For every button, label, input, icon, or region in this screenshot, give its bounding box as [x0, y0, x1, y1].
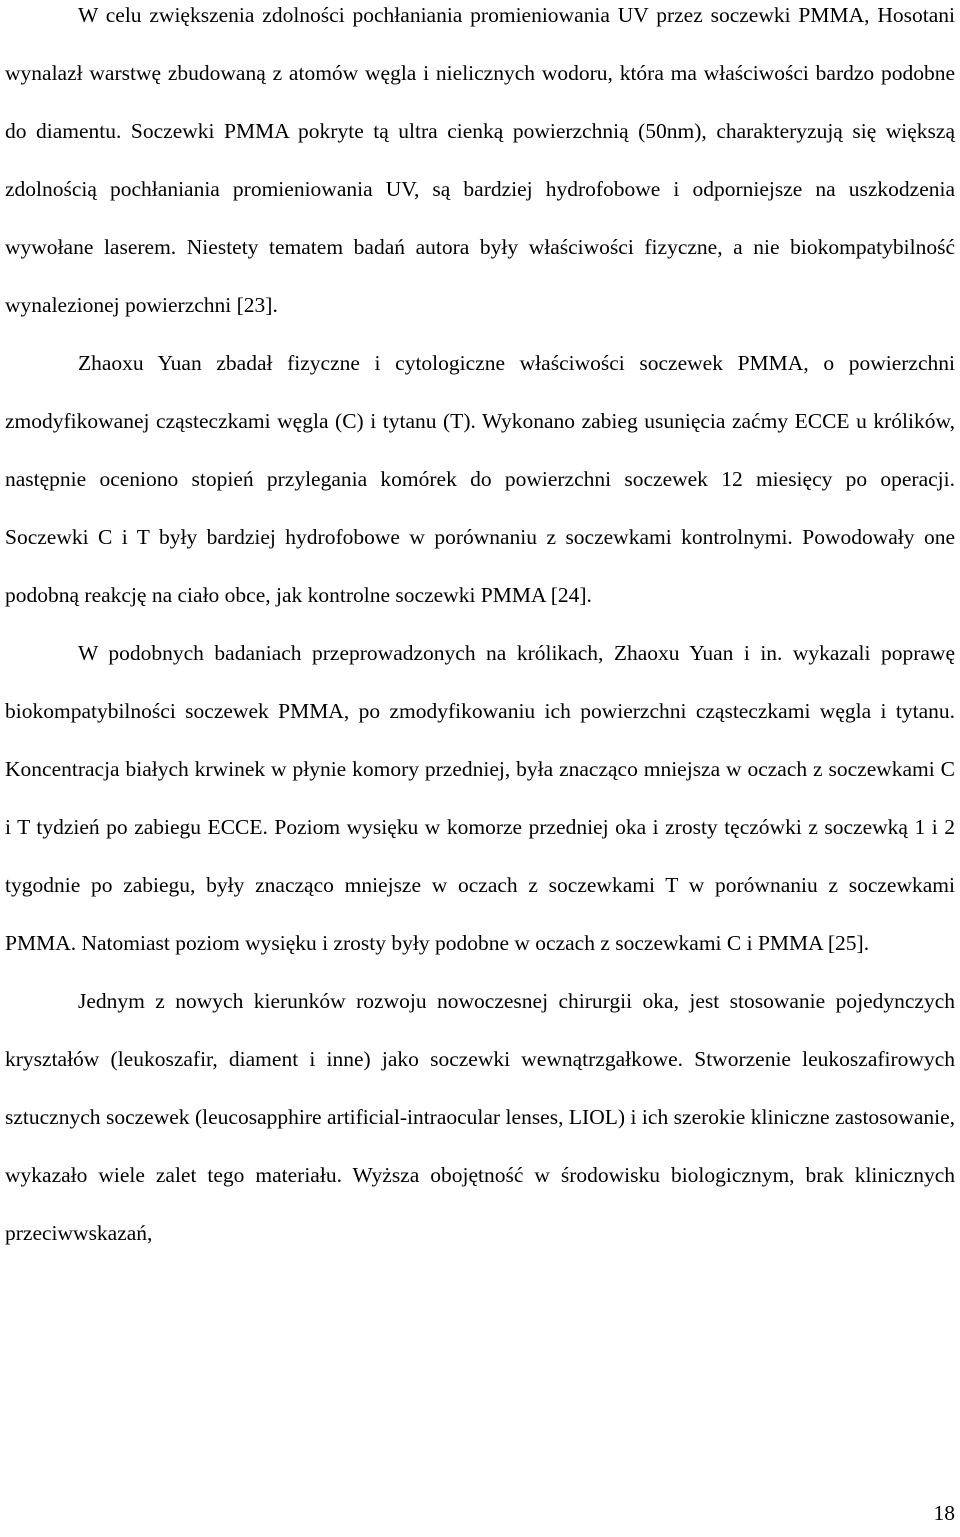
document-page: [5, 0, 955, 1537]
paragraph-3: W podobnych badaniach przeprowadzonych na królikach, Zhaoxu Yuan i in. wykazali poprawę biokompatybilności soczewek PMMA, po zmodyfikowaniu ich powierzchni cząsteczkami węgla i tytanu. Koncentracja białych krwinek w płynie komory przedniej, była znacząco mniejsza w oczach z soczewkami C i T tydzień po zabiegu ECCE. Poziom wysięku w komorze przedniej oka i zrosty tęczówki z soczewką 1 i 2 tygodnie po zabiegu, były znacząco mniejsze w oczach z soczewkami T w porównaniu z soczewkami PMMA. Natomiast poziom wysięku i zrosty były podobne w oczach z soczewkami C i PMMA [25].: [5, 641, 955, 955]
page-number: 18: [933, 1501, 955, 1525]
body-text: [5, 0, 955, 1262]
paragraph-1: W celu zwiększenia zdolności pochłaniania promieniowania UV przez soczewki PMMA, Hosotani wynalazł warstwę zbudowaną z atomów węgla i nielicznych wodoru, która ma właściwości bardzo podobne do diamentu. Soczewki PMMA pokryte tą ultra cienką powierzchnią (50nm), charakteryzują się większą zdolnością pochłaniania promieniowania UV, są bardziej hydrofobowe i odporniejsze na uszkodzenia wywołane laserem. Niestety tematem badań autora były właściwości fizyczne, a nie biokompatybilność wynalezionej powierzchni [23].: [5, 3, 955, 317]
paragraph-4: Jednym z nowych kierunków rozwoju nowoczesnej chirurgii oka, jest stosowanie pojedynczych kryształów (leukoszafir, diament i inne) jako soczewki wewnątrzgałkowe. Stworzenie leukoszafirowych sztucznych soczewek (leucosapphire artificial-intraocular lenses, LIOL) i ich szerokie kliniczne zastosowanie, wykazało wiele zalet tego materiału. Wyższa obojętność w środowisku biologicznym, brak klinicznych przeciwwskazań,: [5, 989, 955, 1245]
paragraph-2: Zhaoxu Yuan zbadał fizyczne i cytologiczne właściwości soczewek PMMA, o powierzchni zmodyfikowanej cząsteczkami węgla (C) i tytanu (T). Wykonano zabieg usunięcia zaćmy ECCE u królików, następnie oceniono stopień przylegania komórek do powierzchni soczewek 12 miesięcy po operacji. Soczewki C i T były bardziej hydrofobowe w porównaniu z soczewkami kontrolnymi. Powodowały one podobną reakcję na ciało obce, jak kontrolne soczewki PMMA [24].: [5, 351, 955, 607]
